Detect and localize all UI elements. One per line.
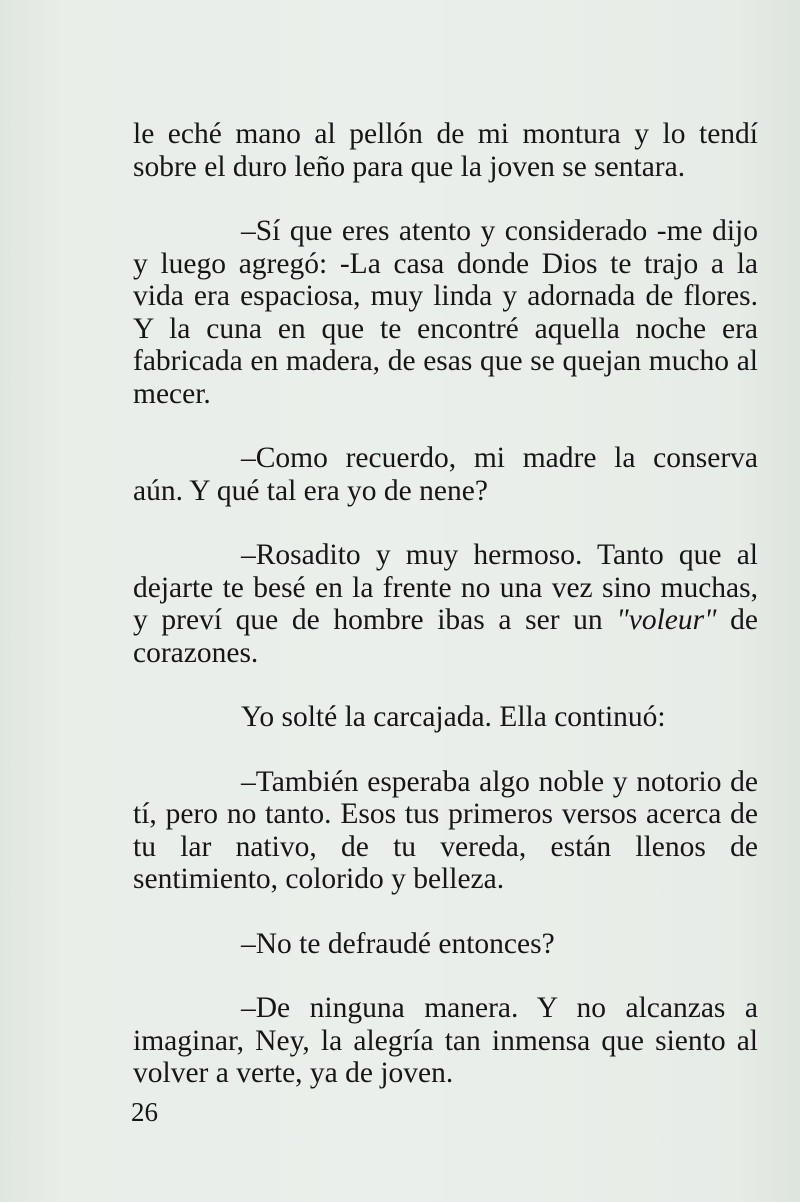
- paragraph-4-text: –Rosadito y muy hermoso. Tanto que al dejarte te besé en la frente no una vez sino muchas, y preví que de hombre ibas a ser un: [133, 539, 758, 636]
- paragraph-1: le eché mano al pellón de mi montura y lo tendí sobre el duro leño para que la joven se sentara.: [133, 118, 758, 183]
- paragraph-4: [133, 539, 758, 669]
- italic-word: "voleur": [616, 604, 717, 636]
- paragraph-5: Yo solté la carcajada. Ella continuó:: [241, 701, 666, 733]
- body-text: [133, 118, 758, 1090]
- paragraph-7: –No te defraudé entonces?: [241, 927, 555, 960]
- paragraph-6: –También esperaba algo noble y notorio de tí, pero no tanto. Esos tus primeros versos acerca de tu lar nativo, de tu vereda, están llenos de sentimiento, colorido y belleza.: [133, 765, 758, 895]
- page-number: 26: [131, 1097, 158, 1127]
- paragraph-8: –De ninguna manera. Y no alcanzas a imaginar, Ney, la alegría tan inmensa que siento al volver a verte, ya de joven.: [133, 992, 758, 1089]
- paragraph-3: –Como recuerdo, mi madre la conserva aún. Y qué tal era yo de nene?: [133, 442, 758, 507]
- paragraph-2: –Sí que eres atento y considerado -me dijo y luego agregó: -La casa donde Dios te trajo a la vida era espaciosa, muy linda y adornada de flores. Y la cuna en que te encontré aquella noche era fabricada en madera, de esas que se quejan mucho al mecer.: [133, 215, 758, 410]
- paragraph-4-end: de corazones.: [133, 604, 759, 669]
